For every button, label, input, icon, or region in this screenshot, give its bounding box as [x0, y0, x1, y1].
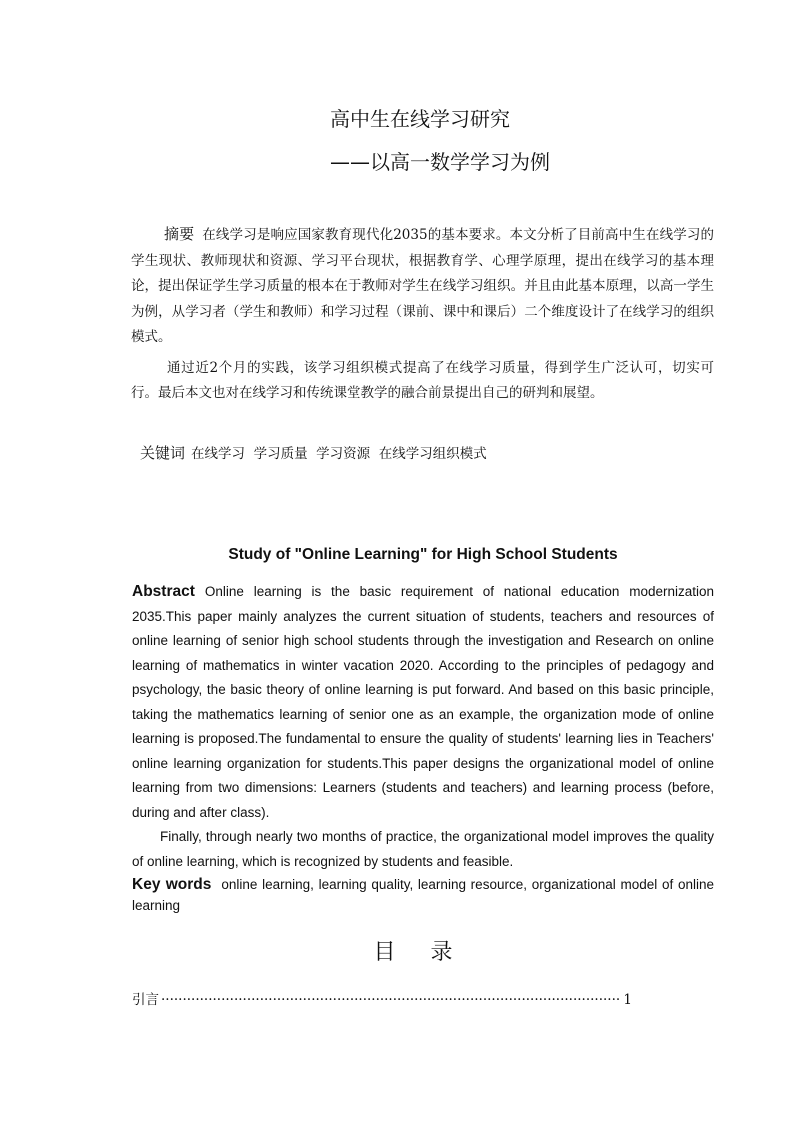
english-title: Study of "Online Learning" for High School Students — [228, 546, 618, 563]
english-abstract-paragraph-2: Finally, through nearly two months of practice, the organizational model improves the quality of online learning, which is recognized by students and feasible. — [132, 829, 714, 869]
chinese-abstract-text-1: 在线学习是响应国家教育现代化2035的基本要求。本文分析了目前高中生在线学习的学生现状、教师现状和资源、学习平台现状，根据教育学、心理学原理，提出在线学习的基本理论，提出保证学生学习质量的根本在于教师对学生在线学习组织。并且由此基本原理，以高一学生为例，从学习者（学生和教师）和学习过程（课前、课中和课后）二个维度设计了在线学习的组织模式。 — [131, 227, 714, 345]
toc-entry-label: 引言 — [132, 992, 159, 1008]
chinese-abstract-paragraph-1 — [131, 222, 714, 351]
english-keywords-label: Key words — [132, 876, 212, 893]
chinese-keywords — [140, 442, 487, 463]
english-keywords-text: online learning, learning quality, learning resource, organizational model of online learning — [132, 877, 714, 913]
english-abstract-label: Abstract — [132, 583, 195, 600]
english-keywords — [132, 874, 714, 916]
toc-entry[interactable] — [132, 988, 632, 1008]
chinese-keywords-text: 在线学习 学习质量 学习资源 在线学习组织模式 — [191, 446, 487, 462]
toc-entry-page: 1 — [623, 992, 632, 1008]
chinese-abstract-paragraph-2: 通过近2个月的实践，该学习组织模式提高了在线学习质量，得到学生广泛认可，切实可行。最后本文也对在线学习和传统课堂教学的融合前景提出自己的研判和展望。 — [131, 359, 714, 401]
chinese-abstract — [131, 222, 714, 407]
page-title: 高中生在线学习研究 — [330, 107, 510, 131]
english-abstract-text-1: Online learning is the basic requirement of national education modernization 2035.This paper mainly analyzes the current situation of students, teachers and resources of online learning of senior high school students through the investigation and Research on online learning of mathematics in winter vacation 2020. According to the principles of pedagogy and psychology, the basic theory of online learning is put forward. And based on this basic principle, taking the mathematics learning of senior one as an example, the organization mode of online learning is proposed.The fundamental to ensure the quality of students' learning lies in Teachers' online learning organization for students.This paper designs the organizational model of online learning from two dimensions: Learners (students and teachers) and learning process (before, during and after class). — [132, 584, 714, 820]
toc-leader-dots — [161, 992, 621, 1008]
english-abstract — [132, 580, 714, 916]
english-abstract-paragraph-1 — [132, 580, 714, 825]
toc-title: 目 录 — [373, 940, 467, 965]
chinese-keywords-label: 关键词 — [140, 444, 186, 462]
page-subtitle: ——以高一数学学习为例 — [330, 150, 550, 174]
chinese-abstract-label: 摘要 — [164, 225, 195, 243]
